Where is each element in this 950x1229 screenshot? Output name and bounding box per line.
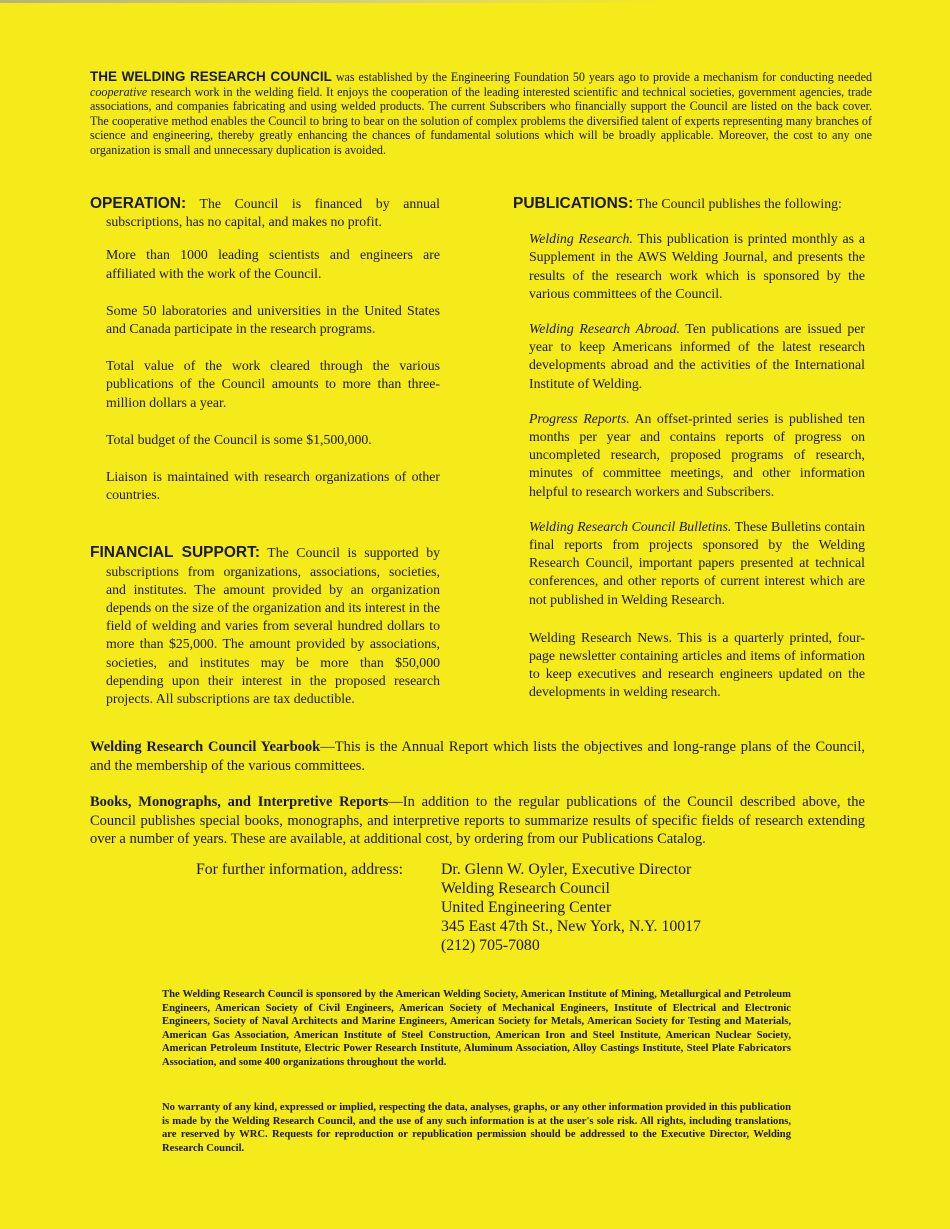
address-line: 345 East 47th St., New York, N.Y. 10017 [441,918,701,935]
financial-heading: FINANCIAL SUPPORT: [90,544,261,562]
intro-text-2: research work in the welding field. It enjoys the cooperation of the leading interested scientific and technical societies, government agencies, trade associations, and companies fabricating and using welded products. The current Subscribers who financially support the Council are listed on the back cover. The cooperative method enables the Council to bring to bear on the solution of complex problems the diversified talent of experts representing many branches of science and engineering, thereby greatly enhancing the chances of fundamental solutions which will be broadly applicable. Moreover, the cost to any one organization is small and unnecessary duplication is avoided. [90,84,872,157]
operation-lead-text: The Council is financed by annual subscriptions, has no capital, and makes no profit. [106,196,440,230]
address-line: Dr. Glenn W. Oyler, Executive Director [441,861,692,878]
intro-paragraph [90,70,872,157]
financial-text: The Council is supported by subscriptions from organizations, associations, societies, and institutes. The amount provided by an organization depends on the size of the organization and its interest in the field of welding and varies from several hundred dollars to more than $25,000. The amount provided by associations, societies, and institutes may be more than $50,000 depending upon their interest in the proposed research projects. All subscriptions are tax deductible. [106,545,441,707]
publication-title: Welding Research Council Bulletins. [529,518,732,534]
top-edge-line [0,0,950,3]
books-title: Books, Monographs, and Interpretive Reports [90,794,389,810]
intro-italic: cooperative [90,84,148,99]
operation-lead [90,195,440,231]
yearbook-text: —This is the Annual Report which lists the objectives and long-range plans of the Council, and the membership of the various committees. [90,739,865,774]
sponsors-paragraph: The Welding Research Council is sponsored by the American Welding Society, American Institute of Mining, Metallurgical and Petroleum Engineers, American Society of Civil Engineers, American Society of Mechanical Engineers, Institute of Electrical and Electronic Engineers, Society of Naval Architects and Marine Engineers, American Society for Metals, American Society for Testing and Materials, American Gas Association, American Institute of Steel Construction, American Iron and Steel Institute, American Nuclear Society, American Petroleum Institute, Electric Power Research Institute, Aluminum Association, Alloy Castings Institute, Steel Plate Fabricators Association, and some 400 organizations throughout the world. [162,989,791,1068]
operation-paragraph: Some 50 laboratories and universities in the United States and Canada participate in the research programs. [106,302,440,337]
books-paragraph [90,793,865,849]
publications-heading: PUBLICATIONS: [513,195,634,212]
publication-item [513,230,865,303]
address-line: Welding Research Council [441,880,610,897]
publication-item [513,320,865,393]
publication-item [513,518,865,609]
publication-text: Ten publications are issued per year to keep Americans informed of the latest research developments abroad and the activities of the International Institute of Welding. [529,321,865,391]
address-lines [441,860,701,955]
operation-paragraph: Total budget of the Council is some $1,500,000. [106,431,372,447]
publication-text: These Bulletins contain final reports from projects sponsored by the Welding Research Council, important papers presented at technical conferences, and other reports of current interest which are not published in Welding Research. [529,518,865,607]
intro-text-1: was established by the Engineering Foundation 50 years ago to provide a mechanism for conducting needed [331,70,873,84]
publication-text: This publication is printed monthly as a Supplement in the AWS Welding Journal, and presents the results of the research work which is sponsored by the various committees of the Council. [529,231,866,301]
address-line: (212) 705-7080 [441,937,540,954]
right-column [513,195,865,702]
publication-text: An offset-printed series is published ten months per year and contains reports of progress on uncompleted research, proposed programs of research, minutes of committee meetings, and other information helpful to research workers and Subscribers. [529,410,865,499]
publications-lead-text: The Council publishes the following: [633,196,842,211]
yearbook-paragraph [90,738,865,775]
warranty-paragraph: No warranty of any kind, expressed or implied, respecting the data, analyses, graphs, or any other information provided in this publication is made by the Welding Research Council, and the use of any such information is at the user's sole risk. All rights, including translations, are reserved by WRC. Requests for reproduction or republication permission should be addressed to the Executive Director, Welding Research Council. [162,1102,791,1154]
address-line: United Engineering Center [441,899,612,916]
publication-title: Progress Reports. [529,410,630,426]
publications-lead [513,195,865,213]
left-column [90,195,440,708]
financial-support-paragraph [90,544,440,708]
yearbook-title: Welding Research Council Yearbook [90,739,321,755]
publication-news-item: Welding Research News. This is a quarterly printed, four-page newsletter containing articles and items of information to keep executives and research engineers updated on the developments in welding research. [529,629,865,700]
books-text: —In addition to the regular publications of the Council described above, the Council publishes special books, monographs, and interpretive reports to summarize results of specific fields of research extending over a number of years. These are available, at additional cost, by ordering from our Publications Catalog. [90,794,865,847]
operation-heading: OPERATION: [90,195,187,212]
operation-paragraph: Total value of the work cleared through the various publications of the Council amounts to more than three-million dollars a year. [106,358,440,410]
contact-label: For further information, address: [196,861,404,878]
publication-item [513,410,865,501]
publication-title: Welding Research Abroad. [529,321,680,337]
publication-title: Welding Research. [529,231,633,247]
operation-paragraph: More than 1000 leading scientists and engineers are affiliated with the work of the Council. [106,247,440,281]
operation-paragraph: Liaison is maintained with research organizations of other countries. [106,469,440,503]
intro-org-name: THE WELDING RESEARCH COUNCIL [90,69,332,84]
